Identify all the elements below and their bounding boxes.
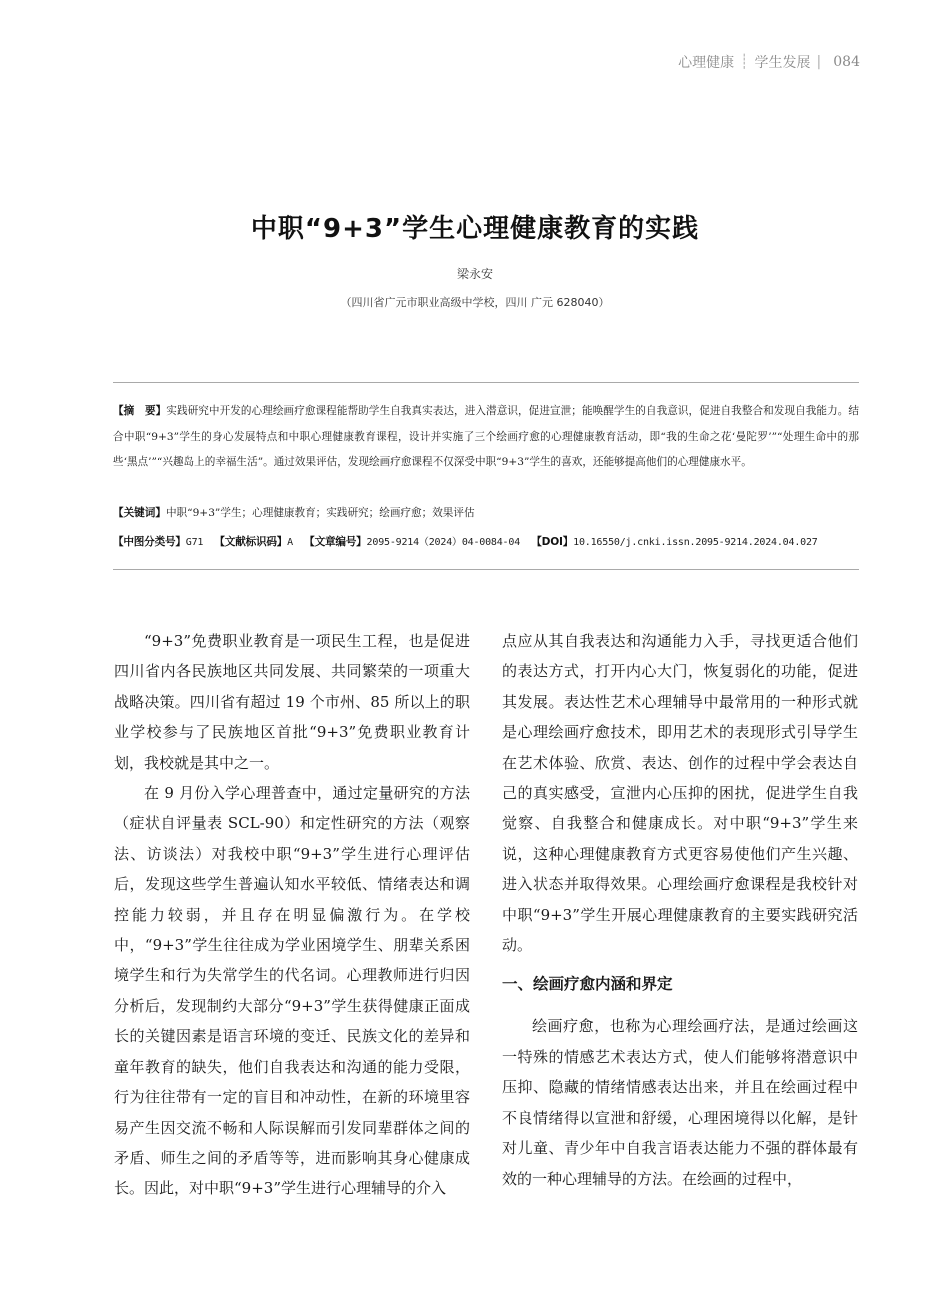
body-paragraph: “9+3”免费职业教育是一项民生工程，也是促进四川省内各民族地区共同发展、共同繁荣的一项重大战略决策。四川省有超过 19 个市州、85 所以上的职业学校参与了民族地区首批“9+3”免费职业教育计划，我校就是其中之一。: [114, 632, 470, 772]
page-number: 084: [833, 54, 860, 70]
body-paragraph: 绘画疗愈，也称为心理绘画疗法，是通过绘画这一特殊的情感艺术表达方式，使人们能够将潜意识中压抑、隐藏的情绪情感表达出来，并且在绘画过程中不良情绪得以宣泄和舒缓，心理困境得以化解，是针对儿童、青少年中自我言语表达能力不强的群体最有效的一种心理辅导的方法。在绘画的过程中，: [502, 1017, 858, 1188]
body-column-right: [502, 626, 858, 1194]
author-name: 梁永安: [456, 267, 493, 281]
abstract-block: [113, 399, 859, 476]
section-heading: 一、绘画疗愈内涵和界定: [502, 975, 673, 994]
body-paragraph: 点应从其自我表达和沟通能力入手，寻找更适合他们的表达方式，打开内心大门，恢复弱化的功能，促进其发展。表达性艺术心理辅导中最常用的一种形式就是心理绘画疗愈技术，即用艺术的表现形式引导学生在艺术体验、欣赏、表达、创作的过程中学会表达自己的真实感受，宣泄内心压抑的困扰，促进学生自我觉察、自我整合和健康成长。对中职“9+3”学生来说，这种心理健康教育方式更容易使他们产生兴趣、进入状态并取得效果。心理绘画疗愈课程是我校针对中职“9+3”学生开展心理健康教育的主要实践研究活动。: [502, 632, 858, 955]
header-separator-bar: |: [816, 54, 822, 70]
abstract-label: 【摘 要】: [113, 405, 167, 417]
abstract-text: 实践研究中开发的心理绘画疗愈课程能帮助学生自我真实表达，进入潜意识，促进宣泄；能唤醒学生的自我意识，促进自我整合和发现自我能力。结合中职“9+3”学生的身心发展特点和中职心理健康教育课程，设计并实施了三个绘画疗愈的心理健康教育活动，即“我的生命之花‘曼陀罗’”“处理生命中的那些‘黑点’”“兴趣岛上的幸福生活”。通过效果评估，发现绘画疗愈课程不仅深受中职“9+3”学生的喜欢，还能够提高他们的心理健康水平。: [113, 405, 860, 468]
doi-label: 【DOI】: [531, 536, 574, 548]
doc-code-value: A: [287, 537, 293, 548]
header-section: 心理健康: [678, 55, 735, 71]
doi-value: 10.16550/j.cnki.issn.2095-9214.2024.04.027: [573, 537, 818, 548]
article-title: 中职“9+3”学生心理健康教育的实践: [250, 214, 700, 244]
header-separator: ┊: [740, 54, 749, 70]
abstract-top-rule: [113, 382, 859, 383]
clc-label: 【中图分类号】: [113, 536, 186, 548]
article-number-label: 【文章编号】: [304, 536, 367, 548]
clc-value: G71: [185, 537, 204, 548]
abstract-bottom-rule: [113, 569, 859, 570]
classification-line: [113, 530, 859, 556]
header-subsection: 学生发展: [754, 55, 811, 71]
author-affiliation: （四川省广元市职业高级中学校，四川 广元 628040）: [340, 296, 610, 309]
article-number-value: 2095-9214（2024）04-0084-04: [366, 537, 521, 548]
keywords-block: [113, 501, 859, 527]
running-header: [678, 52, 860, 72]
body-column-left: [114, 626, 470, 1204]
doc-code-label: 【文献标识码】: [214, 536, 288, 548]
body-paragraph: 在 9 月份入学心理普查中，通过定量研究的方法（症状自评量表 SCL-90）和定性研究的方法（观察法、访谈法）对我校中职“9+3”学生进行心理评估后，发现这些学生普遍认知水平较低、情绪表达和调控能力较弱，并且存在明显偏激行为。在学校中，“9+3”学生往往成为学业困境学生、朋辈关系困境学生和行为失常学生的代名词。心理教师进行归因分析后，发现制约大部分“9+3”学生获得健康正面成长的关键因素是语言环境的变迁、民族文化的差异和童年教育的缺失，他们自我表达和沟通的能力受限，行为往往带有一定的盲目和冲动性，在新的环境里容易产生因交流不畅和人际误解而引发同辈群体之间的矛盾、师生之间的矛盾等等，进而影响其身心健康成长。因此，对中职“9+3”学生进行心理辅导的介入: [114, 784, 470, 1198]
keywords-label: 【关键词】: [113, 507, 166, 519]
keywords-text: 中职“9+3”学生；心理健康教育；实践研究；绘画疗愈；效果评估: [165, 507, 475, 519]
